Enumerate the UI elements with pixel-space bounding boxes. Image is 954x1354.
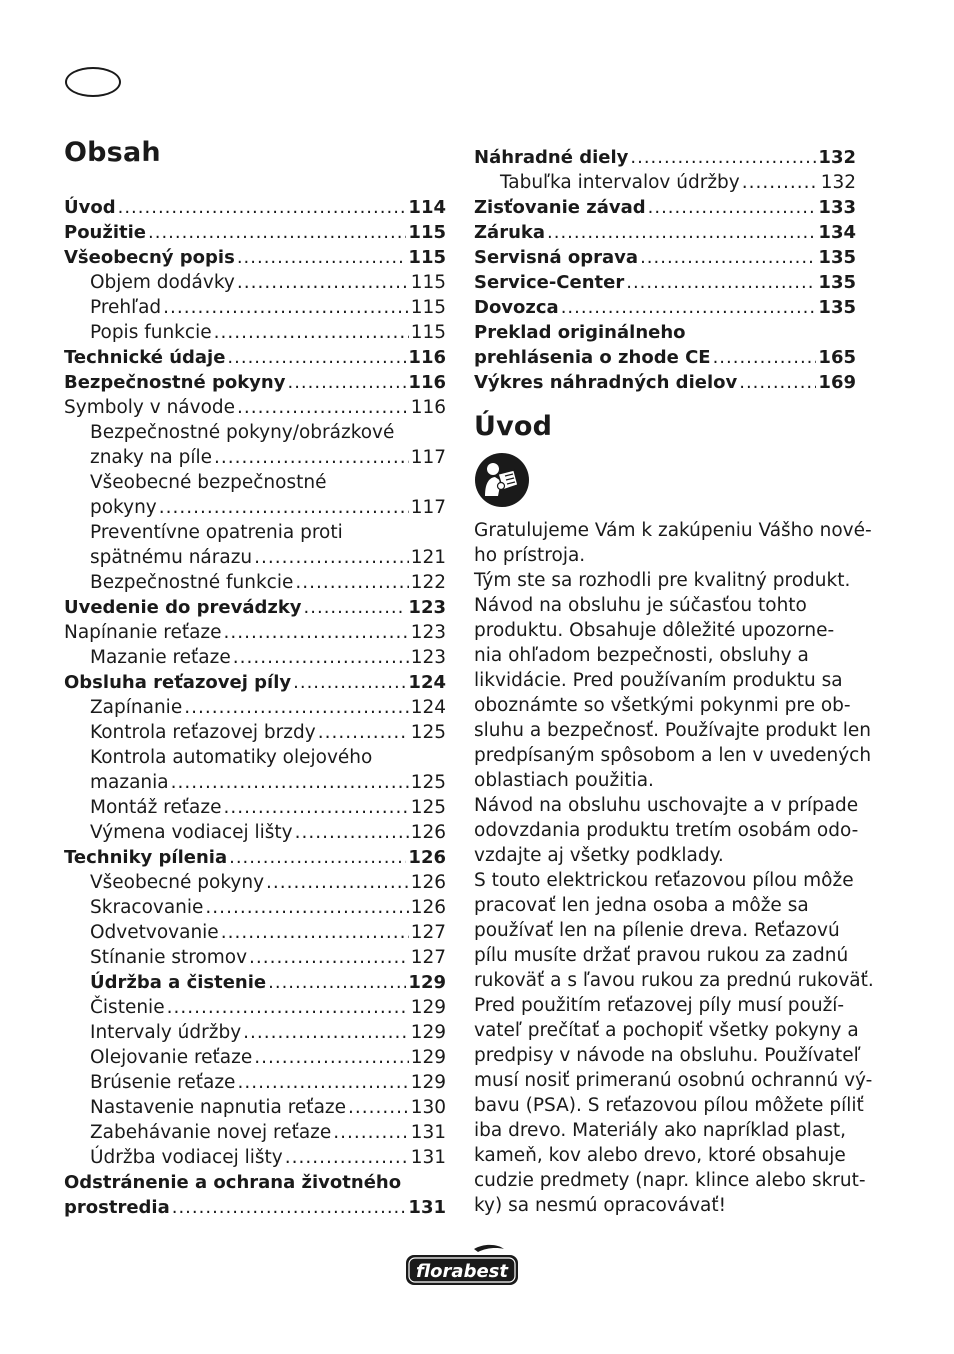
toc-entry[interactable] <box>64 245 446 270</box>
toc-page-number: 126 <box>408 847 446 868</box>
toc-page-number: 135 <box>818 272 856 293</box>
toc-leader-dots <box>243 1020 409 1045</box>
intro-line: vzdajte aj všetky podklady. <box>474 845 724 866</box>
toc-leader-dots <box>318 720 409 745</box>
toc-leader-dots <box>739 370 816 395</box>
toc-entry-title: Technické údaje <box>64 347 226 368</box>
toc-entry[interactable] <box>64 795 446 820</box>
intro-line: Pred použitím reťazovej píly musí použí- <box>474 995 845 1016</box>
toc-entry[interactable] <box>64 220 446 245</box>
toc-page-number: 116 <box>410 397 446 418</box>
toc-leader-dots <box>237 270 409 295</box>
toc-entry-title: Zapínanie <box>90 697 183 718</box>
toc-leader-dots <box>214 445 409 470</box>
toc-page-number: 127 <box>410 922 446 943</box>
toc-entry-title: Kontrola automatiky olejového <box>90 747 373 768</box>
toc-entry[interactable] <box>474 320 856 345</box>
toc-entry[interactable] <box>474 270 856 295</box>
toc-entry[interactable] <box>64 1170 446 1195</box>
intro-line: ky) sa nesmú opracovávať! <box>474 1195 727 1216</box>
toc-entry-title: Objem dodávky <box>90 272 235 293</box>
intro-line: likvidácie. Pred používaním produktu sa <box>474 670 843 691</box>
toc-entry[interactable] <box>64 445 446 470</box>
toc-entry-title: Bezpečnostné funkcie <box>90 572 294 593</box>
toc-entry[interactable] <box>474 170 856 195</box>
toc-page-number: 135 <box>818 247 856 268</box>
intro-line: Návod na obsluhu uschovajte a v prípade <box>474 795 859 816</box>
toc-page-number: 129 <box>410 1047 446 1068</box>
toc-leader-dots <box>224 620 409 645</box>
toc-entry[interactable] <box>64 1045 446 1070</box>
toc-entry[interactable] <box>64 945 446 970</box>
toc-page-number: 124 <box>410 697 446 718</box>
toc-page-number: 121 <box>410 547 446 568</box>
intro-heading: Úvod <box>474 411 553 442</box>
intro-line: bavu (PSA). S reťazovou pílou môžete píliť <box>474 1095 864 1116</box>
toc-leader-dots <box>254 1045 408 1070</box>
toc-entry-title: Obsluha reťazovej píly <box>64 672 292 693</box>
toc-entry[interactable] <box>64 970 446 995</box>
toc-entry[interactable] <box>64 395 446 420</box>
toc-leader-dots <box>163 295 409 320</box>
toc-leader-dots <box>293 670 406 695</box>
toc-entry[interactable] <box>64 1120 446 1145</box>
intro-line: Návod na obsluhu je súčasťou tohto <box>474 595 807 616</box>
toc-entry-title: Všeobecné pokyny <box>90 872 265 893</box>
toc-leader-dots <box>223 795 408 820</box>
toc-page-number: 135 <box>818 297 856 318</box>
toc-entry-title: Odstránenie a ochrana životného <box>64 1172 402 1193</box>
toc-entry-title: Bezpečnostné pokyny/obrázkové <box>90 422 395 443</box>
toc-entry[interactable] <box>64 695 446 720</box>
toc-entry-title: Montáž reťaze <box>90 797 222 818</box>
toc-entry-title: Napínanie reťaze <box>64 622 222 643</box>
toc-page-number: 125 <box>410 797 446 818</box>
intro-line: vateľ prečítať a pochopiť všetky pokyny a <box>474 1020 859 1041</box>
toc-entry[interactable] <box>64 770 446 795</box>
toc-entry-title: Prehľad <box>90 297 162 318</box>
toc-entry-title: znaky na píle <box>90 447 213 468</box>
toc-leader-dots <box>184 695 408 720</box>
toc-leader-dots <box>237 395 409 420</box>
toc-entry-title: prehlásenia o zhode CE <box>474 347 711 368</box>
toc-leader-dots <box>221 920 409 945</box>
brand-logo <box>404 1243 520 1289</box>
intro-line: kameň, kov alebo drevo, ktoré obsahuje <box>474 1145 846 1166</box>
toc-entry[interactable] <box>64 995 446 1020</box>
language-badge <box>65 67 121 97</box>
toc-entry[interactable] <box>64 745 446 770</box>
intro-line: sluhu a bezpečnosť. Používajte produkt len <box>474 720 872 741</box>
toc-entry-title: Výmena vodiacej lišty <box>90 822 293 843</box>
toc-leader-dots <box>268 970 406 995</box>
toc-leader-dots <box>214 320 409 345</box>
toc-page-number: 123 <box>410 647 446 668</box>
toc-page-number: 131 <box>408 1197 446 1218</box>
toc-entry[interactable] <box>474 245 856 270</box>
toc-page-number: 116 <box>408 347 446 368</box>
toc-leader-dots <box>229 845 406 870</box>
toc-page-number: 123 <box>408 597 446 618</box>
toc-leader-dots <box>640 245 816 270</box>
toc-entry-title: pokyny <box>90 497 157 518</box>
toc-leader-dots <box>295 820 409 845</box>
toc-entry[interactable] <box>64 1095 446 1120</box>
intro-line: musí nosiť primeranú osobnú ochrannú vý- <box>474 1070 873 1091</box>
toc-entry-title: Záruka <box>474 222 546 243</box>
toc-leader-dots <box>237 1070 408 1095</box>
toc-entry[interactable] <box>64 570 446 595</box>
toc-leader-dots <box>742 170 819 195</box>
toc-entry-title: Údržba a čistenie <box>90 972 267 993</box>
toc-entry-title: Symboly v návode <box>64 397 236 418</box>
toc-leader-dots <box>167 995 409 1020</box>
toc-entry[interactable] <box>64 720 446 745</box>
toc-entry[interactable] <box>474 370 856 395</box>
toc-page-number: 125 <box>410 772 446 793</box>
toc-entry-title: Brúsenie reťaze <box>90 1072 236 1093</box>
toc-entry[interactable] <box>64 195 446 220</box>
toc-entry[interactable] <box>64 920 446 945</box>
toc-leader-dots <box>304 595 407 620</box>
toc-leader-dots <box>626 270 816 295</box>
toc-entry-title: Úvod <box>64 197 116 218</box>
toc-right-column <box>474 145 856 395</box>
toc-leader-dots <box>233 645 409 670</box>
toc-left-column <box>64 195 446 1220</box>
toc-entry-title: Service-Center <box>474 272 625 293</box>
toc-entry-title: Použitie <box>64 222 147 243</box>
toc-page-number: 131 <box>410 1147 446 1168</box>
toc-entry-title: Odvetvovanie <box>90 922 219 943</box>
toc-entry[interactable] <box>64 1070 446 1095</box>
toc-entry-title: Uvedenie do prevádzky <box>64 597 302 618</box>
toc-entry[interactable] <box>64 820 446 845</box>
toc-entry-title: Popis funkcie <box>90 322 212 343</box>
intro-line: používať len na pílenie dreva. Reťazovú <box>474 920 840 941</box>
toc-leader-dots <box>547 220 816 245</box>
toc-page-number: 129 <box>408 972 446 993</box>
toc-leader-dots <box>237 245 407 270</box>
toc-page-number: 169 <box>818 372 856 393</box>
toc-entry-title: Preventívne opatrenia proti <box>90 522 343 543</box>
toc-leader-dots <box>171 770 409 795</box>
intro-line: iba drevo. Materiály ako napríklad plast, <box>474 1120 847 1141</box>
intro-line: predpisy v návode na obsluhu. Používateľ <box>474 1045 861 1066</box>
intro-line: S touto elektrickou reťazovou pílou môže <box>474 870 854 891</box>
toc-leader-dots <box>287 370 406 395</box>
toc-page-number: 134 <box>818 222 856 243</box>
toc-page-number: 165 <box>818 347 856 368</box>
toc-entry-title: mazania <box>90 772 169 793</box>
toc-entry-title: Servisná oprava <box>474 247 639 268</box>
toc-page-number: 117 <box>410 447 446 468</box>
toc-entry-title: Čistenie <box>90 997 165 1018</box>
toc-entry[interactable] <box>64 845 446 870</box>
toc-entry[interactable] <box>474 145 856 170</box>
toc-leader-dots <box>648 195 817 220</box>
toc-entry[interactable] <box>64 895 446 920</box>
toc-leader-dots <box>295 570 408 595</box>
toc-entry[interactable] <box>64 1145 446 1170</box>
toc-leader-dots <box>148 220 406 245</box>
toc-entry[interactable] <box>474 195 856 220</box>
intro-line: ho prístroja. <box>474 545 586 566</box>
toc-page-number: 117 <box>410 497 446 518</box>
intro-line: pílu musíte držať pravou rukou za zadnú <box>474 945 849 966</box>
toc-page-number: 129 <box>410 1072 446 1093</box>
toc-entry-title: Stínanie stromov <box>90 947 248 968</box>
toc-leader-dots <box>713 345 817 370</box>
toc-entry[interactable] <box>64 1020 446 1045</box>
toc-entry[interactable] <box>64 620 446 645</box>
toc-entry[interactable] <box>64 420 446 445</box>
toc-entry-title: Intervaly údržby <box>90 1022 242 1043</box>
toc-page-number: 131 <box>410 1122 446 1143</box>
intro-line: Gratulujeme Vám k zakúpeniu Vášho nové- <box>474 520 872 541</box>
toc-entry-title: Údržba vodiacej lišty <box>90 1147 283 1168</box>
toc-leader-dots <box>118 195 407 220</box>
toc-page-number: 130 <box>410 1097 446 1118</box>
toc-page-number: 115 <box>410 272 446 293</box>
intro-line: Tým ste sa rozhodli pre kvalitný produkt. <box>474 570 851 591</box>
intro-line: predpísaným spôsobom a len v uvedených <box>474 745 872 766</box>
intro-line: rukoväť a s ľavou rukou za prednú rukoväť. <box>474 970 874 991</box>
toc-entry[interactable] <box>64 345 446 370</box>
toc-entry[interactable] <box>64 370 446 395</box>
toc-leader-dots <box>630 145 816 170</box>
toc-entry-title: Výkres náhradných dielov <box>474 372 738 393</box>
toc-page-number: 126 <box>410 822 446 843</box>
intro-line: oblastiach použitia. <box>474 770 654 791</box>
intro-line: oboznámte so všetkými pokynmi pre ob- <box>474 695 851 716</box>
toc-entry-title: spätnému nárazu <box>90 547 253 568</box>
toc-entry[interactable] <box>64 545 446 570</box>
toc-leader-dots <box>254 545 409 570</box>
toc-entry-title: Olejovanie reťaze <box>90 1047 253 1068</box>
toc-entry[interactable] <box>474 295 856 320</box>
toc-entry[interactable] <box>64 470 446 495</box>
toc-entry-title: Tabuľka intervalov údržby <box>500 172 740 193</box>
toc-entry-title: Všeobecný popis <box>64 247 235 268</box>
toc-entry-title: Nastavenie napnutia reťaze <box>90 1097 346 1118</box>
toc-page-number: 129 <box>410 1022 446 1043</box>
toc-entry[interactable] <box>474 220 856 245</box>
toc-leader-dots <box>285 1145 409 1170</box>
toc-entry[interactable] <box>64 870 446 895</box>
toc-leader-dots <box>172 1195 407 1220</box>
toc-heading: Obsah <box>64 137 161 168</box>
toc-page-number: 124 <box>408 672 446 693</box>
toc-entry[interactable] <box>64 645 446 670</box>
toc-leader-dots <box>348 1095 409 1120</box>
toc-page-number: 115 <box>410 322 446 343</box>
toc-page-number: 126 <box>410 897 446 918</box>
toc-page-number: 127 <box>410 947 446 968</box>
toc-entry[interactable] <box>64 520 446 545</box>
svg-text:florabest: florabest <box>416 1261 508 1282</box>
toc-leader-dots <box>561 295 817 320</box>
intro-line: odovzdania produktu tretím osobám odo- <box>474 820 859 841</box>
intro-line: nia ohľadom bezpečnosti, obsluhy a <box>474 645 809 666</box>
toc-leader-dots <box>249 945 409 970</box>
toc-entry-title: Zabehávanie novej reťaze <box>90 1122 332 1143</box>
toc-entry[interactable] <box>474 345 856 370</box>
intro-paragraph <box>474 518 874 1218</box>
toc-entry-title: prostredia <box>64 1197 170 1218</box>
toc-page-number: 115 <box>410 297 446 318</box>
toc-page-number: 133 <box>818 197 856 218</box>
intro-line: cudzie predmety (napr. klince alebo skrut- <box>474 1170 866 1191</box>
toc-entry-title: Kontrola reťazovej brzdy <box>90 722 316 743</box>
toc-entry[interactable] <box>64 1195 446 1220</box>
toc-page-number: 125 <box>410 722 446 743</box>
toc-page-number: 115 <box>408 222 446 243</box>
toc-leader-dots <box>333 1120 408 1145</box>
toc-entry[interactable] <box>64 320 446 345</box>
toc-page-number: 132 <box>818 147 856 168</box>
toc-entry-title: Zisťovanie závad <box>474 197 646 218</box>
toc-entry-title: Náhradné diely <box>474 147 629 168</box>
toc-entry[interactable] <box>64 670 446 695</box>
toc-entry[interactable] <box>64 295 446 320</box>
toc-page-number: 114 <box>408 197 446 218</box>
toc-entry-title: Dovozca <box>474 297 559 318</box>
toc-entry-title: Bezpečnostné pokyny <box>64 372 286 393</box>
toc-entry[interactable] <box>64 495 446 520</box>
toc-entry-title: Techniky pílenia <box>64 847 228 868</box>
toc-page-number: 132 <box>820 172 856 193</box>
read-manual-icon <box>474 452 530 508</box>
toc-entry[interactable] <box>64 595 446 620</box>
toc-page-number: 126 <box>410 872 446 893</box>
toc-page-number: 123 <box>410 622 446 643</box>
toc-entry-title: Všeobecné bezpečnostné <box>90 472 327 493</box>
toc-page-number: 129 <box>410 997 446 1018</box>
toc-page-number: 116 <box>408 372 446 393</box>
toc-page-number: 115 <box>408 247 446 268</box>
intro-line: pracovať len jedna osoba a môže sa <box>474 895 809 916</box>
intro-line: produktu. Obsahuje dôležité upozorne- <box>474 620 835 641</box>
toc-leader-dots <box>159 495 409 520</box>
toc-entry-title: Mazanie reťaze <box>90 647 231 668</box>
toc-entry-title: Skracovanie <box>90 897 204 918</box>
toc-entry[interactable] <box>64 270 446 295</box>
toc-leader-dots <box>205 895 408 920</box>
toc-entry-title: Preklad originálneho <box>474 322 686 343</box>
toc-page-number: 122 <box>410 572 446 593</box>
toc-leader-dots <box>266 870 409 895</box>
toc-leader-dots <box>227 345 406 370</box>
